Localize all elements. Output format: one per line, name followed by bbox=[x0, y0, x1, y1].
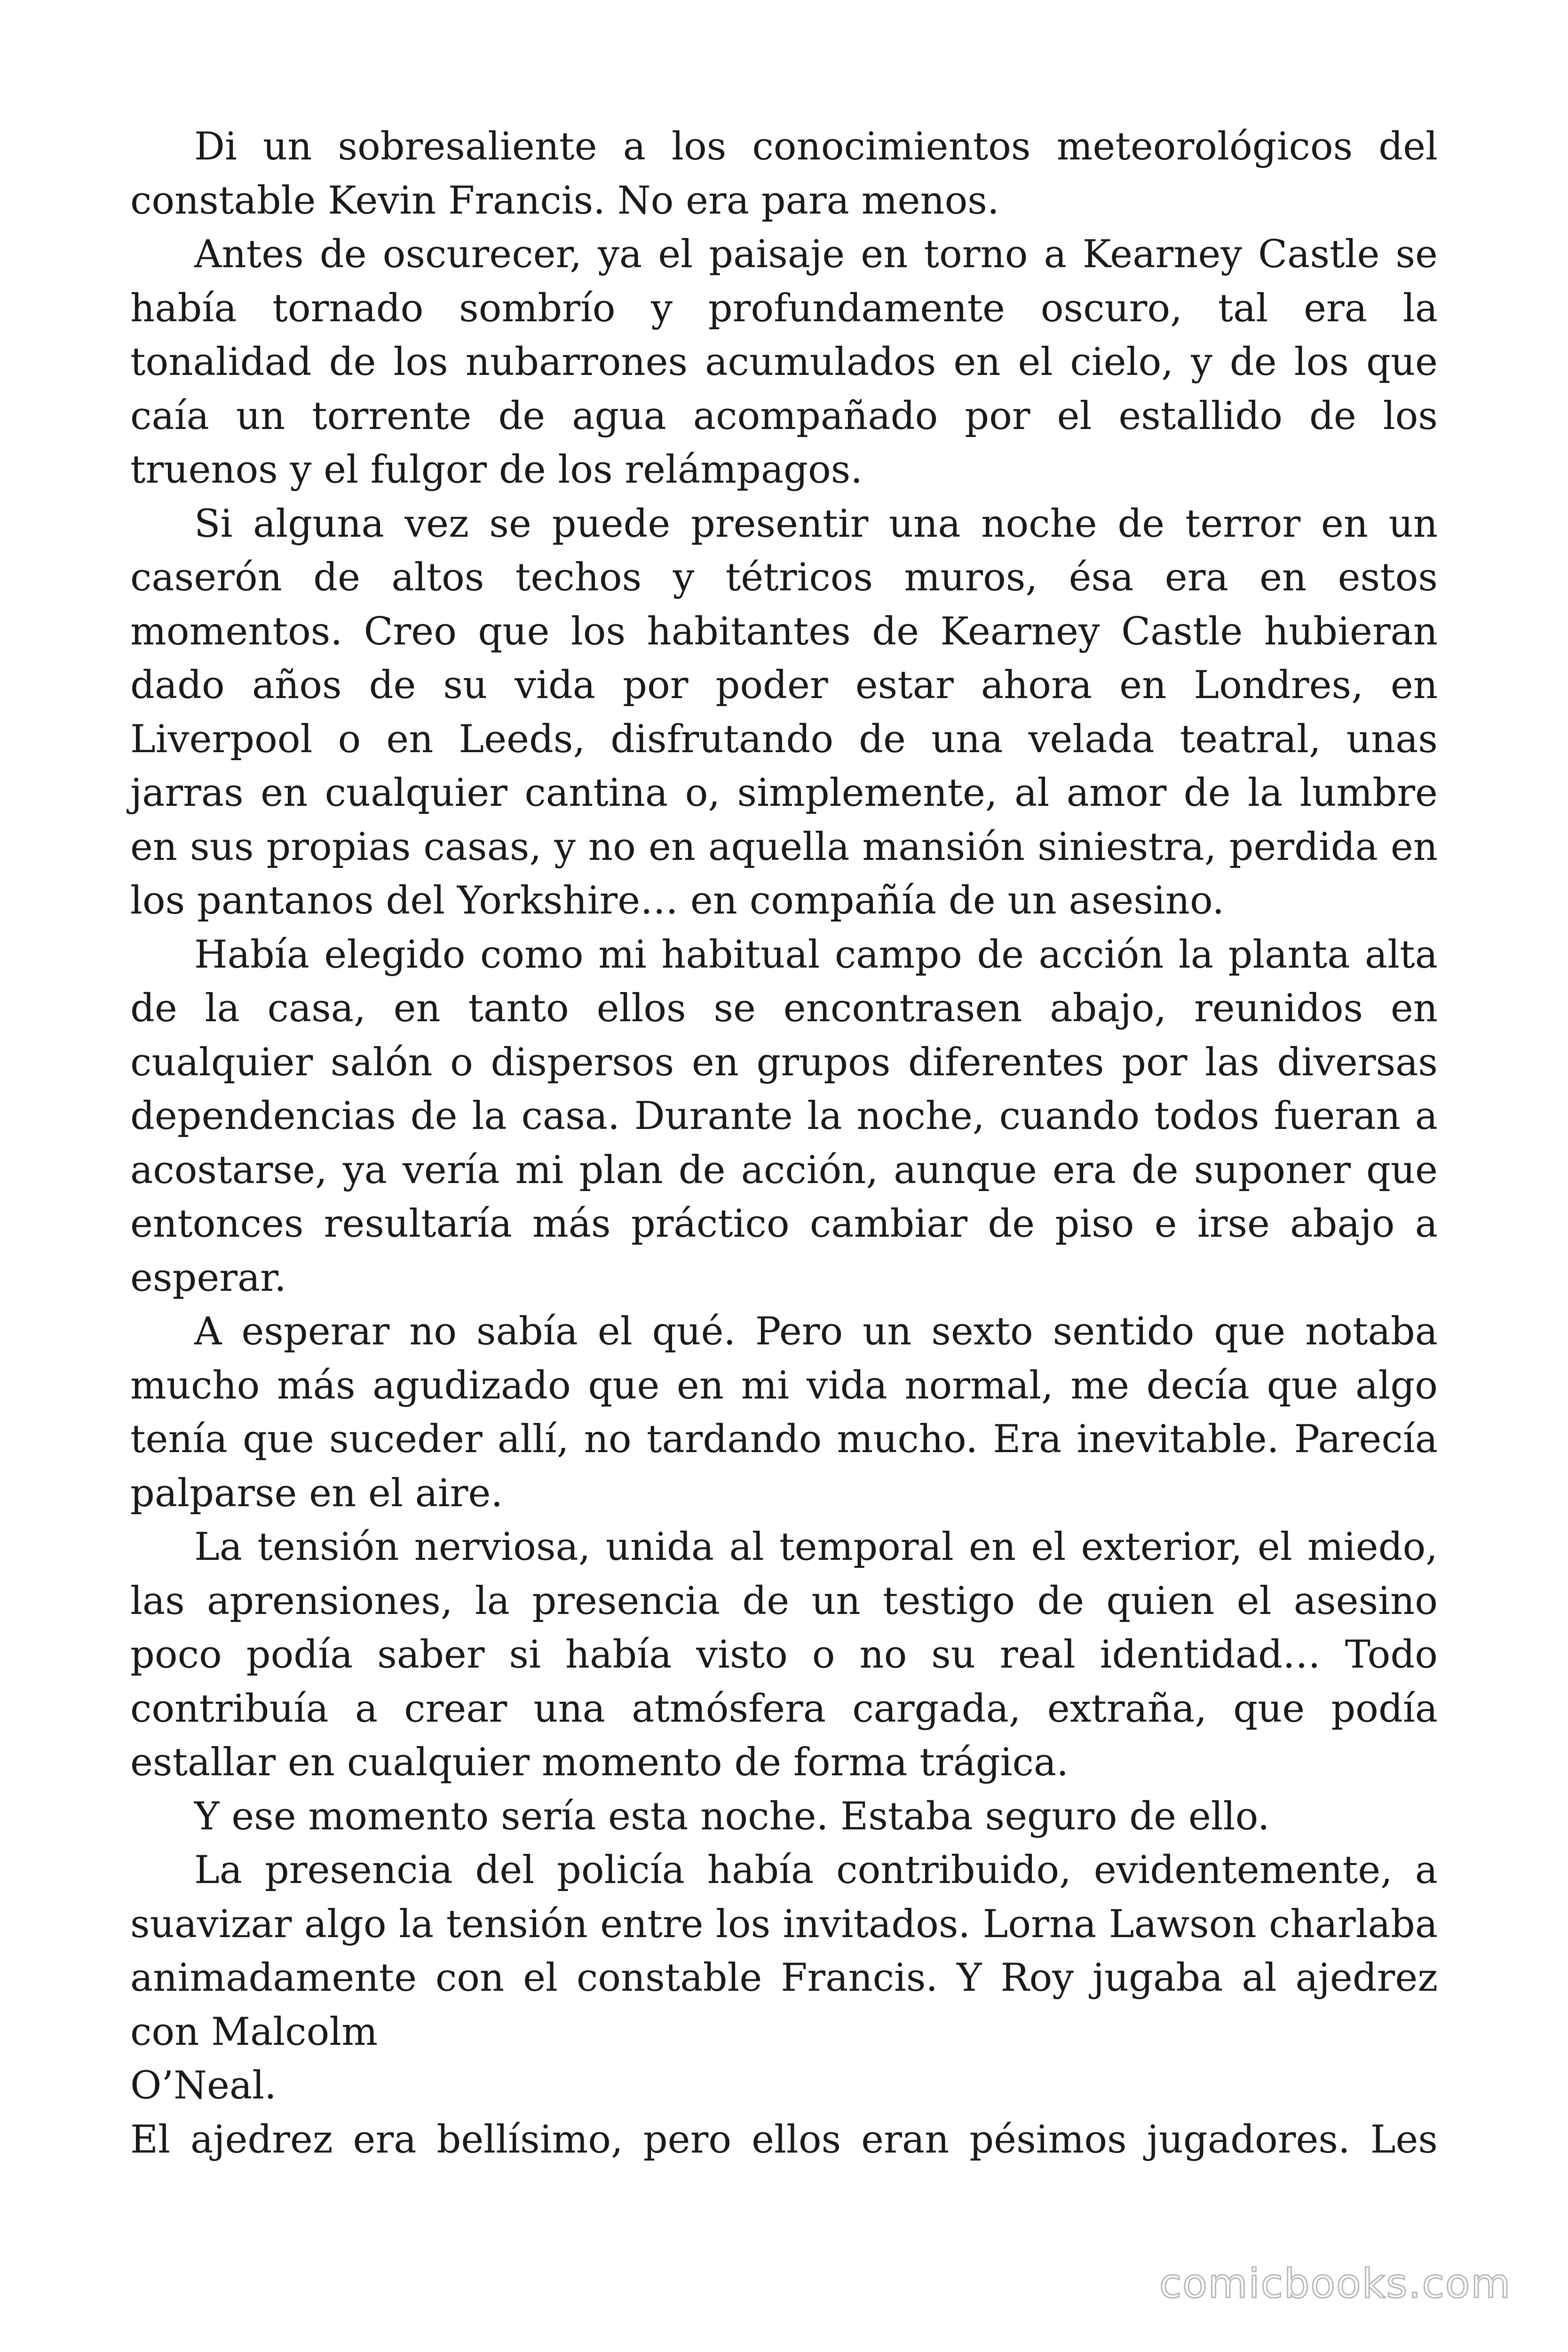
paragraph-9: O’Neal. bbox=[130, 2064, 277, 2108]
paragraph-4: Había elegido como mi habitual campo de acción la planta alta de la casa, en tanto ellos se encontrasen abajo, reunidos en cualquier salón o dispersos en grupos diferentes por las diversas dependencias de la casa. Durante la noche, cuando todos fueran a acostarse, ya vería mi plan de acción, aunque era de suponer que entonces resultaría más práctico cambiar de piso e irse abajo a esperar. bbox=[130, 932, 1438, 1300]
paragraph-8: La presencia del policía había contribuido, evidentemente, a suavizar algo la tensión entre los invitados. Lorna Lawson charlaba animadamente con el constable Francis. Y Roy jugaba al ajedrez con Malcolm bbox=[130, 1848, 1438, 2054]
paragraph-10: El ajedrez era bellísimo, pero ellos eran pésimos jugadores. Les bbox=[130, 2117, 1438, 2162]
paragraph-2: Antes de oscurecer, ya el paisaje en torno a Kearney Castle se había tornado sombrío y profundamente oscuro, tal era la tonalidad de los nubarrones acumulados en el cielo, y de los que caía un torrente de agua acompañado por el estallido de los truenos y el fulgor de los relámpagos. bbox=[130, 232, 1438, 492]
paragraph-3: Si alguna vez se puede presentir una noche de terror en un caserón de altos techos y tétricos muros, ésa era en estos momentos. Creo que los habitantes de Kearney Castle hubieran dado años de su vida por poder estar ahora en Londres, en Liverpool o en Leeds, disfrutando de una velada teatral, unas jarras en cualquier cantina o, simplemente, al amor de la lumbre en sus propias casas, y no en aquella mansión siniestra, perdida en los pantanos del Yorkshire… en compañía de un asesino. bbox=[130, 501, 1438, 923]
paragraph-1: Di un sobresaliente a los conocimientos meteorológicos del constable Kevin Francis. No era para menos. bbox=[130, 125, 1438, 223]
paragraph-7: Y ese momento sería esta noche. Estaba seguro de ello. bbox=[194, 1794, 1270, 1839]
book-page-text bbox=[130, 120, 1438, 2167]
paragraph-5: A esperar no sabía el qué. Pero un sexto sentido que notaba mucho más agudizado que en mi vida normal, me decía que algo tenía que suceder allí, no tardando mucho. Era inevitable. Parecía palparse en el aire. bbox=[130, 1310, 1438, 1516]
paragraph-6: La tensión nerviosa, unida al temporal en el exterior, el miedo, las aprensiones, la presencia de un testigo de quien el asesino poco podía saber si había visto o no su real identidad… Todo contribuía a crear una atmósfera cargada, extraña, que podía estallar en cualquier momento de forma trágica. bbox=[130, 1525, 1438, 1785]
watermark-logo: comicbooks.com bbox=[1159, 2260, 1512, 2307]
